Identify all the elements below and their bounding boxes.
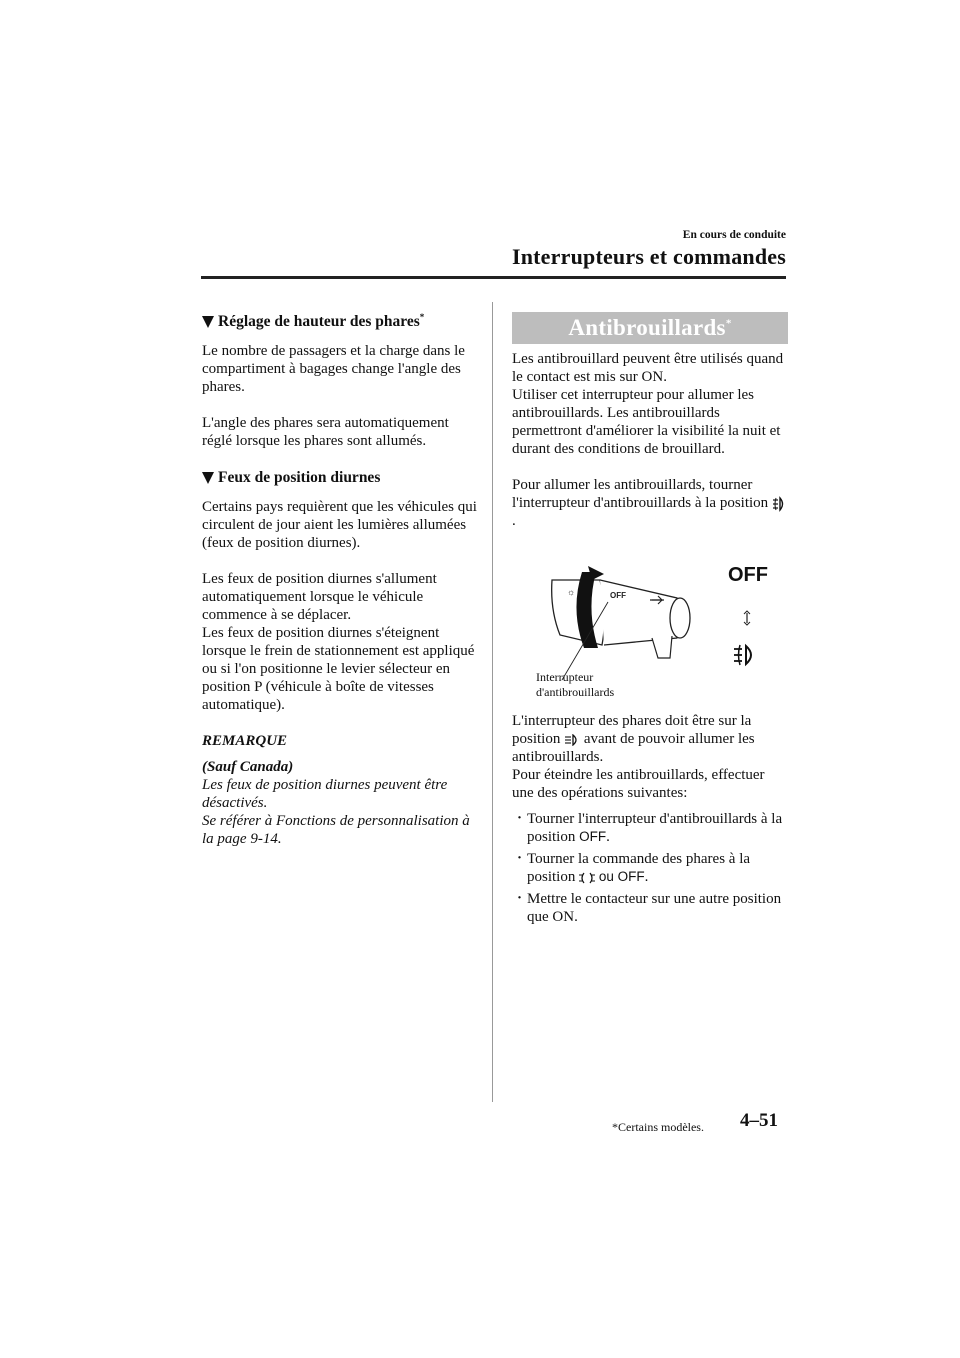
paragraph-text: avant de pouvoir allumer les antibrouillards. [512, 731, 755, 765]
heading-text: Feux de position diurnes [218, 469, 381, 486]
footnote: *Certains modèles. [612, 1120, 704, 1134]
paragraph: Pour éteindre les antibrouillards, effectuer une des opérations suivantes: [512, 767, 765, 801]
note-text: Se référer à Fonctions de personnalisation à la page 9-14. [202, 813, 470, 847]
list-text: ou [598, 869, 614, 884]
paragraph: Les feux de position diurnes s'éteignent lorsque le frein de stationnement est appliqué ou si l'on positionne le levier sélecteur en position P (véhicule à boîte de vitesses automatique). [202, 625, 475, 713]
column-divider [492, 302, 493, 1102]
note-text: Les feux de position diurnes peuvent être désactivés. [202, 777, 448, 811]
paragraph: Les antibrouillard peuvent être utilisés quand le contact est mis sur ON. [512, 351, 784, 385]
paragraph [512, 712, 788, 766]
off-label: OFF [617, 869, 645, 884]
caption-line: d'antibrouillards [536, 685, 615, 699]
right-column [512, 312, 788, 930]
banner-text: Antibrouillards [568, 315, 726, 340]
caption-line: Interrupteur [536, 670, 594, 684]
section-label: En cours de conduite [682, 229, 786, 241]
paragraph-text: L'interrupteur des phares doit être sur la position [512, 713, 752, 747]
list-end: . [606, 829, 610, 845]
triangle-bullet-icon [202, 316, 214, 328]
heading-text: Réglage de hauteur des phares [218, 313, 420, 330]
note-title: REMARQUE [202, 733, 288, 749]
list-item [512, 850, 788, 886]
list-text: Tourner l'interrupteur d'antibrouillards à la position [527, 811, 783, 845]
paragraph [512, 476, 788, 530]
paragraph: Utiliser cet interrupteur pour allumer les antibrouillards. Les antibrouillards permettront d'améliorer la visibilité la nuit et durant des conditions de brouillard. [512, 387, 781, 457]
page-title: Interrupteurs et commandes [511, 244, 786, 269]
header-rule [201, 276, 786, 279]
page-number: 4–51 [740, 1110, 778, 1131]
list-item: · Mettre le contacteur sur une autre position que ON. [512, 890, 788, 926]
section-banner [512, 312, 788, 344]
svg-text:☼: ☼ [567, 587, 576, 597]
heading-daytime-running-lights [202, 468, 478, 488]
off-label: OFF [579, 829, 607, 844]
paragraph: Certains pays requièrent que les véhicules qui circulent de jour aient les lumières allumées (feux de position diurnes). [202, 499, 477, 551]
off-label: OFF [728, 564, 768, 586]
fog-light-icon [772, 496, 786, 512]
list-text: Tourner la commande des phares à la position [527, 851, 751, 885]
headlight-icon [564, 734, 580, 746]
illustration-caption [536, 670, 614, 700]
paragraph-text: Pour allumer les antibrouillards, tourner l'interrupteur d'antibrouillards à la position [512, 477, 769, 511]
model-mark: * [419, 311, 425, 322]
model-mark: * [725, 317, 732, 330]
list-end: . [644, 869, 649, 885]
left-column [202, 312, 478, 848]
stalk-drawing [512, 540, 788, 690]
list-item [512, 810, 788, 846]
paragraph: L'angle des phares sera automatiquement réglé lorsque les phares sont allumés. [202, 415, 449, 449]
triangle-bullet-icon [202, 472, 214, 484]
bullet-list [512, 810, 788, 926]
paragraph: Les feux de position diurnes s'allument automatiquement lorsque le véhicule commence à se déplacer. [202, 571, 437, 623]
note-subtitle: (Sauf Canada) [202, 759, 294, 775]
paragraph: Le nombre de passagers et la charge dans le compartiment à bagages change l'angle des phares. [202, 343, 465, 395]
heading-headlight-leveling [202, 312, 478, 332]
svg-text:OFF: OFF [610, 591, 626, 600]
paragraph-end: . [512, 513, 516, 529]
fog-switch-illustration [512, 540, 788, 699]
parking-light-icon [579, 872, 595, 884]
